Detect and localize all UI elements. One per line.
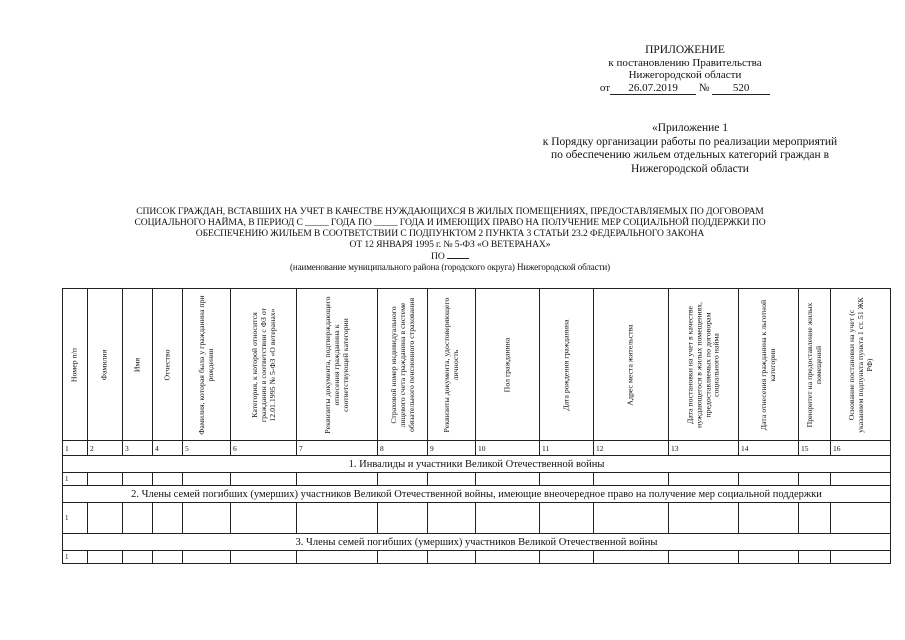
- appendix-1-block: [500, 122, 880, 176]
- header-cell: [297, 289, 378, 441]
- table-cell: [594, 473, 669, 486]
- header-label: Фамилия, которая была у гражданина при рождении: [196, 294, 215, 435]
- table-cell: [183, 551, 231, 564]
- column-number: 4: [153, 441, 183, 456]
- from-label: от: [599, 81, 611, 94]
- column-number: 2: [88, 441, 123, 456]
- header-cell: [831, 289, 891, 441]
- column-number: 11: [540, 441, 594, 456]
- resolution-date: 26.07.2019: [610, 83, 696, 95]
- column-number: 14: [739, 441, 799, 456]
- table-cell: [123, 473, 153, 486]
- column-number: 12: [594, 441, 669, 456]
- table-cell: [123, 503, 153, 534]
- table-cell: [88, 503, 123, 534]
- column-number: 15: [799, 441, 831, 456]
- table-cell: [428, 551, 476, 564]
- table-cell: [831, 551, 891, 564]
- table-cell: [231, 503, 297, 534]
- table-cell: [428, 503, 476, 534]
- table-cell: [476, 503, 540, 534]
- header-cell: [123, 289, 153, 441]
- table-cell: [378, 551, 428, 564]
- header-label: Номер п/п: [69, 347, 79, 382]
- table-cell: [297, 503, 378, 534]
- table-cell: [88, 551, 123, 564]
- table-cell: [831, 473, 891, 486]
- header-label: Приоритет на предоставление жилых помещений: [804, 302, 823, 427]
- header-cell: [669, 289, 739, 441]
- table-cell: [669, 473, 739, 486]
- po-blank: [447, 250, 469, 259]
- section-row: [63, 486, 891, 503]
- appendix-1-line-1: к Порядку организации работы по реализации мероприятий: [542, 135, 838, 148]
- appendix-date-row: [585, 82, 785, 95]
- column-number: 5: [183, 441, 231, 456]
- table-cell: [476, 551, 540, 564]
- table-cell: [297, 473, 378, 486]
- appendix-line-1: к постановлению Правительства: [608, 56, 762, 69]
- header-label: Адрес места жительства: [625, 323, 635, 406]
- po-label: ПО: [431, 251, 445, 262]
- column-number: 7: [297, 441, 378, 456]
- table-cell: [799, 503, 831, 534]
- list-title-line-3: ОБЕСПЕЧЕНИЮ ЖИЛЬЕМ В СООТВЕТСТВИИ С ПОДПУНКТОМ 2 ПУНКТА 3 СТАТЬИ 23.2 ФЕДЕРАЛЬНОГО ЗАКОНА: [195, 228, 705, 239]
- header-cell: [594, 289, 669, 441]
- table-cell: [378, 473, 428, 486]
- header-label: Реквизиты документа, удостоверяющего личность: [441, 297, 460, 432]
- header-label: Отчество: [162, 349, 172, 381]
- header-cell: [231, 289, 297, 441]
- po-row: [60, 250, 840, 262]
- appendix-1-line-2: по обеспечению жильем отдельных категорий граждан в: [550, 149, 829, 161]
- header-label: Страховой номер индивидуального лицевого счета гражданина в системе обязательного пенсионного страхования: [388, 297, 415, 432]
- header-cell: [378, 289, 428, 441]
- table-cell: [799, 551, 831, 564]
- list-title-line-2: СОЦИАЛЬНОГО НАЙМА, В ПЕРИОД С _____ ГОДА ПО _____ ГОДА И ИМЕЮЩИХ ПРАВО НА ПОЛУЧЕНИЕ МЕР СОЦИАЛЬНОЙ ПОДДЕРЖКИ ПО: [134, 217, 766, 228]
- header-label: Дата отнесения гражданина к льготной категории: [758, 299, 777, 430]
- header-label: Реквизиты документа, подтверждающего отнесения гражданина к соответствующей категории: [322, 295, 350, 434]
- table-cell: [123, 551, 153, 564]
- row-number-cell: 1: [63, 503, 88, 534]
- table-cell: [669, 551, 739, 564]
- column-number: 3: [123, 441, 153, 456]
- header-label: Категория, к которой относится гражданин в соответствии с ФЗ от 12.01.1995 № 5-ФЗ «О ветеранах»: [249, 307, 276, 422]
- table-cell: [428, 473, 476, 486]
- appendix-block: [585, 44, 785, 95]
- row-number-cell: 1: [63, 473, 88, 486]
- header-cell: [88, 289, 123, 441]
- resolution-number: 520: [712, 83, 770, 95]
- list-title-line-4: ОТ 12 ЯНВАРЯ 1995 г. № 5-ФЗ «О ВЕТЕРАНАХ»: [349, 239, 551, 250]
- header-label: Основание постановки на учет (с указанием подпункта пункта 1 ст. 51 ЖК РФ): [846, 296, 873, 433]
- column-number: 10: [476, 441, 540, 456]
- list-title: [60, 206, 840, 273]
- table-cell: [88, 473, 123, 486]
- table-row: [63, 551, 891, 564]
- number-sign: №: [698, 81, 710, 94]
- section-title: 2. Члены семей погибших (умерших) участников Великой Отечественной войны, имеющие внеочередное право на получение мер социальной поддержки: [63, 486, 891, 503]
- section-title: 3. Члены семей погибших (умерших) участников Великой Отечественной войны: [63, 534, 891, 551]
- table-cell: [297, 551, 378, 564]
- column-number: 8: [378, 441, 428, 456]
- appendix-1-title: «Приложение 1: [651, 122, 729, 134]
- table-cell: [183, 473, 231, 486]
- table-cell: [540, 551, 594, 564]
- table-cell: [476, 473, 540, 486]
- header-label: Имя: [132, 357, 142, 372]
- row-number-cell: 1: [63, 551, 88, 564]
- table-cell: [799, 473, 831, 486]
- table-cell: [231, 473, 297, 486]
- header-label: Дата рождения гражданина: [561, 318, 571, 411]
- table-body: [63, 289, 891, 564]
- table-cell: [153, 473, 183, 486]
- header-cell: [540, 289, 594, 441]
- table-cell: [540, 473, 594, 486]
- column-number: 6: [231, 441, 297, 456]
- header-row: [63, 289, 891, 441]
- table-cell: [378, 503, 428, 534]
- column-number: 16: [831, 441, 891, 456]
- citizens-table: [62, 288, 891, 564]
- header-cell: [183, 289, 231, 441]
- column-number: 13: [669, 441, 739, 456]
- table-cell: [231, 551, 297, 564]
- table-cell: [540, 503, 594, 534]
- header-cell: [799, 289, 831, 441]
- header-label: Фамилия: [99, 349, 109, 380]
- column-number-row: [63, 441, 891, 456]
- list-title-line-1: СПИСОК ГРАЖДАН, ВСТАВШИХ НА УЧЕТ В КАЧЕСТВЕ НУЖДАЮЩИХСЯ В ЖИЛЫХ ПОМЕЩЕНИЯХ, ПРЕДОСТАВЛЯЕМЫХ ПО ДОГОВОРАМ: [136, 206, 764, 217]
- table-cell: [669, 503, 739, 534]
- table-cell: [183, 503, 231, 534]
- section-title: 1. Инвалиды и участники Великой Отечественной войны: [63, 456, 891, 473]
- header-cell: [153, 289, 183, 441]
- table-cell: [594, 503, 669, 534]
- table-cell: [739, 551, 799, 564]
- table-cell: [594, 551, 669, 564]
- header-cell: [476, 289, 540, 441]
- header-cell: [63, 289, 88, 441]
- appendix-1-line-3: Нижегородской области: [631, 162, 749, 175]
- table-cell: [153, 503, 183, 534]
- header-cell: [739, 289, 799, 441]
- appendix-title: ПРИЛОЖЕНИЕ: [645, 44, 725, 56]
- municipality-note: (наименование муниципального района (городского округа) Нижегородской области): [289, 262, 611, 272]
- column-number: 9: [428, 441, 476, 456]
- header-cell: [428, 289, 476, 441]
- table-cell: [153, 551, 183, 564]
- header-label: Дата постановки на учет в качестве нуждающегося в жилых помещениях, предоставляемых по договорам социального найма: [684, 301, 721, 428]
- table-cell: [739, 473, 799, 486]
- appendix-line-2: Нижегородской области: [628, 69, 742, 81]
- table-cell: [831, 503, 891, 534]
- section-row: [63, 534, 891, 551]
- header-label: Пол гражданина: [502, 337, 512, 392]
- section-row: [63, 456, 891, 473]
- table-row: [63, 473, 891, 486]
- column-number: 1: [63, 441, 88, 456]
- table-cell: [739, 503, 799, 534]
- table-row: [63, 503, 891, 534]
